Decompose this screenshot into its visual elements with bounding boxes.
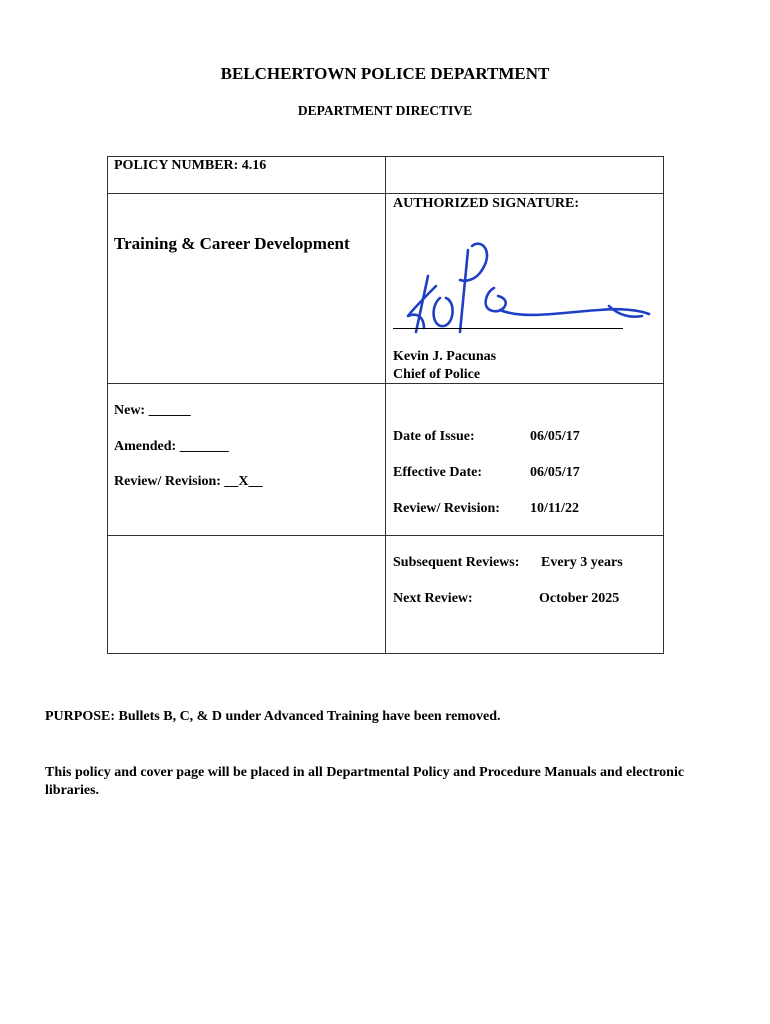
department-name: BELCHERTOWN POLICE DEPARTMENT [220,64,550,83]
table-divider [385,193,664,194]
issue-date-value: 06/05/17 [530,429,580,444]
revision-date-value: 10/11/22 [530,501,580,516]
chief-title: Chief of Police [393,367,481,382]
signature-line [393,328,623,329]
chief-signature [394,236,659,336]
next-review-value: October 2025 [539,591,620,606]
revision-date-label: Review/ Revision: [393,501,500,516]
signature-label: AUTHORIZED SIGNATURE: [393,196,580,211]
subsequent-reviews-value: Every 3 years [541,555,623,570]
distribution-text: This policy and cover page will be placed in all Departmental Policy and Procedure Manuals and electronic libraries. [45,765,685,798]
subsequent-reviews-label: Subsequent Reviews: [393,555,520,570]
status-review-revision: Review/ Revision: __X__ [114,474,263,489]
table-divider [107,193,385,194]
table-divider-vertical [385,156,386,654]
effective-date-value: 06/05/17 [530,465,580,480]
status-amended: Amended: _______ [114,439,229,454]
table-divider [107,535,664,536]
effective-date-label: Effective Date: [393,465,483,480]
status-new: New: ______ [114,403,191,418]
policy-number: POLICY NUMBER: 4.16 [114,158,267,173]
document-type: DEPARTMENT DIRECTIVE [297,103,473,118]
policy-title: Training & Career Development [114,234,350,253]
purpose-text: PURPOSE: Bullets B, C, & D under Advanced Training have been removed. [45,709,501,724]
issue-date-label: Date of Issue: [393,429,475,444]
table-divider [107,383,664,384]
next-review-label: Next Review: [393,591,473,606]
chief-name: Kevin J. Pacunas [393,349,497,364]
